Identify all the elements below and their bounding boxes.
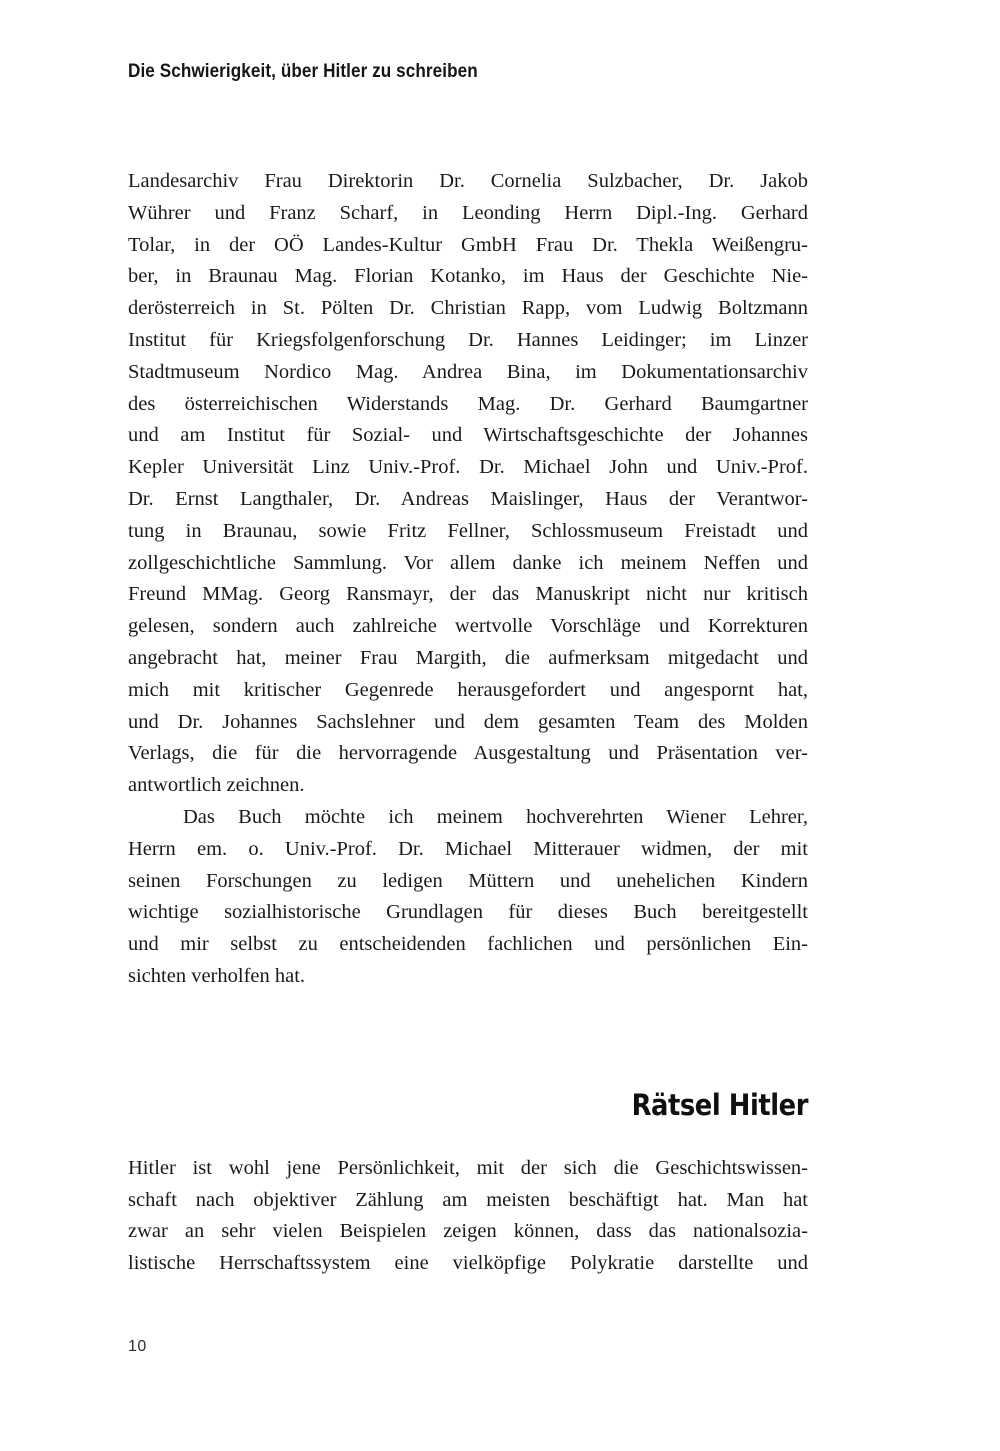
text-line: angebracht hat, meiner Frau Margith, die aufmerksam mitgedacht und (128, 646, 808, 669)
text-line: seinen Forschungen zu ledigen Müttern und unehelichen Kindern (128, 869, 808, 892)
text-line: Das Buch möchte ich meinem hochverehrten Wiener Lehrer, (183, 805, 808, 828)
text-line: Landesarchiv Frau Direktorin Dr. Cornelia Sulzbacher, Dr. Jakob (128, 170, 808, 192)
text-line: zwar an sehr vielen Beispielen zeigen können, dass das nationalsozia- (128, 1220, 808, 1243)
running-head: Die Schwierigkeit, über Hitler zu schreiben (128, 61, 478, 82)
text-line: und Dr. Johannes Sachslehner und dem gesamten Team des Molden (128, 710, 808, 733)
text-line: Stadtmuseum Nordico Mag. Andrea Bina, im Dokumentationsarchiv (128, 360, 808, 383)
chapter-opening-paragraph (128, 1153, 808, 1280)
text-line: Freund MMag. Georg Ransmayr, der das Manuskript nicht nur kritisch (128, 583, 808, 606)
text-line: Institut für Kriegsfolgenforschung Dr. Hannes Leidinger; im Linzer (128, 328, 808, 351)
text-line: listische Herrschaftssystem eine vielköpfige Polykratie darstellte und (128, 1252, 808, 1275)
text-line: sichten verholfen hat. (128, 964, 306, 987)
text-line: derösterreich in St. Pölten Dr. Christian Rapp, vom Ludwig Boltzmann (128, 297, 808, 320)
section-heading: Rätsel Hitler (631, 1087, 808, 1122)
dedication-paragraph (128, 802, 808, 993)
text-line: schaft nach objektiver Zählung am meisten beschäftigt hat. Man hat (128, 1188, 808, 1211)
text-line: tung in Braunau, sowie Fritz Fellner, Schlossmuseum Freistadt und (128, 519, 808, 542)
text-line: gelesen, sondern auch zahlreiche wertvolle Vorschläge und Korrekturen (128, 615, 808, 638)
text-line: Hitler ist wohl jene Persönlichkeit, mit der sich die Geschichtswissen- (128, 1156, 808, 1179)
text-line: Herrn em. o. Univ.-Prof. Dr. Michael Mitterauer widmen, der mit (128, 837, 808, 860)
text-line: ber, in Braunau Mag. Florian Kotanko, im Haus der Geschichte Nie- (128, 265, 808, 288)
text-line: zollgeschichtliche Sammlung. Vor allem danke ich meinem Neffen und (128, 551, 808, 574)
text-line: Tolar, in der OÖ Landes-Kultur GmbH Frau Dr. Thekla Weißengru- (128, 233, 808, 256)
text-line: Wührer und Franz Scharf, in Leonding Herrn Dipl.-Ing. Gerhard (128, 201, 808, 224)
text-line: und am Institut für Sozial- und Wirtschaftsgeschichte der Johannes (128, 424, 808, 447)
text-line: und mir selbst zu entscheidenden fachlichen und persönlichen Ein- (128, 933, 808, 956)
text-line: Kepler Universität Linz Univ.-Prof. Dr. Michael John und Univ.-Prof. (128, 456, 808, 479)
page-number: 10 (128, 1338, 147, 1355)
text-column (128, 166, 808, 1280)
text-line: antwortlich zeichnen. (128, 774, 305, 797)
text-line: des österreichischen Widerstands Mag. Dr. Gerhard Baumgartner (128, 392, 808, 415)
text-line: wichtige sozialhistorische Grundlagen für dieses Buch bereitgestellt (128, 901, 808, 924)
acknowledgments-paragraph (128, 166, 808, 802)
text-line: Dr. Ernst Langthaler, Dr. Andreas Maislinger, Haus der Verantwor- (128, 487, 808, 510)
text-line: Verlags, die für die hervorragende Ausgestaltung und Präsentation ver- (128, 742, 808, 765)
text-line: mich mit kritischer Gegenrede herausgefordert und angespornt hat, (128, 678, 808, 701)
